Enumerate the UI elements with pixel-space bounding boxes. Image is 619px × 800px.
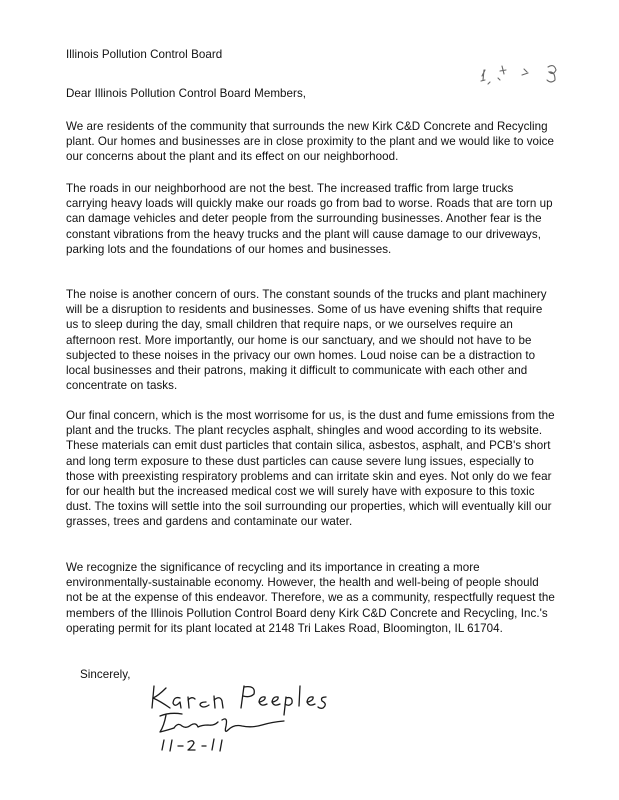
body-paragraph: We are residents of the community that surrounds the new Kirk C&D Concrete and Recycling plant. Our homes and businesses are in close proximity to the plant and we would like to voice our concerns about the plant and its effect on our neighborhood.: [66, 120, 555, 164]
body-paragraph: The roads in our neighborhood are not the best. The increased traffic from large trucks carrying heavy loads will quickly make our roads go from bad to worse. Roads that are torn up can damage vehicles and deter people from the surrounding businesses. Another fear is the constant vibrations from the heavy trucks and the plant will cause damage to our driveways, parking lots and the foundations of our homes and businesses.: [66, 182, 553, 256]
handwritten-signature: [140, 680, 340, 775]
body-paragraph: The noise is another concern of ours. The constant sounds of the trucks and plant machinery will be a disruption to residents and businesses. Some of us have evening shifts that require us to sleep during the day, small children that require naps, or we ourselves require an afternoon rest. More importantly, our home is our sanctuary, and we should not have to be subjected to these noises in the privacy our own homes. Loud noise can be a distraction to local businesses and their patrons, making it difficult to communicate with each other and concentrate on tasks.: [66, 288, 547, 393]
closing: Sincerely,: [80, 668, 131, 681]
recipient-line: Illinois Pollution Control Board: [66, 48, 223, 61]
body-paragraph: Our final concern, which is the most worrisome for us, is the dust and fume emissions from the plant and the trucks. The plant recycles asphalt, shingles and wood according to its website. These materials can emit dust particles that contain silica, asbestos, asphalt, and PCB's short and long term exposure to these dust particles can cause severe lung issues, especially to those with preexisting respiratory problems and can irritate skin and eyes. Not only do we fear for our health but the increased medical cost we will surely have with exposure to this toxic dust. The toxins will settle into the soil surrounding our properties, which will eventually kill our grasses, trees and gardens and contaminate our water.: [66, 409, 555, 529]
body-paragraph: We recognize the significance of recycling and its importance in creating a more environmentally-sustainable economy. However, the health and well-being of people should not be at the expense of this endeavor. Therefore, we as a community, respectfully request the members of the Illinois Pollution Control Board deny Kirk C&D Concrete and Recycling, Inc.'s operating permit for its plant located at 2148 Tri Lakes Road, Bloomington, IL 61704.: [66, 561, 555, 635]
salutation: Dear Illinois Pollution Control Board Members,: [66, 87, 307, 100]
